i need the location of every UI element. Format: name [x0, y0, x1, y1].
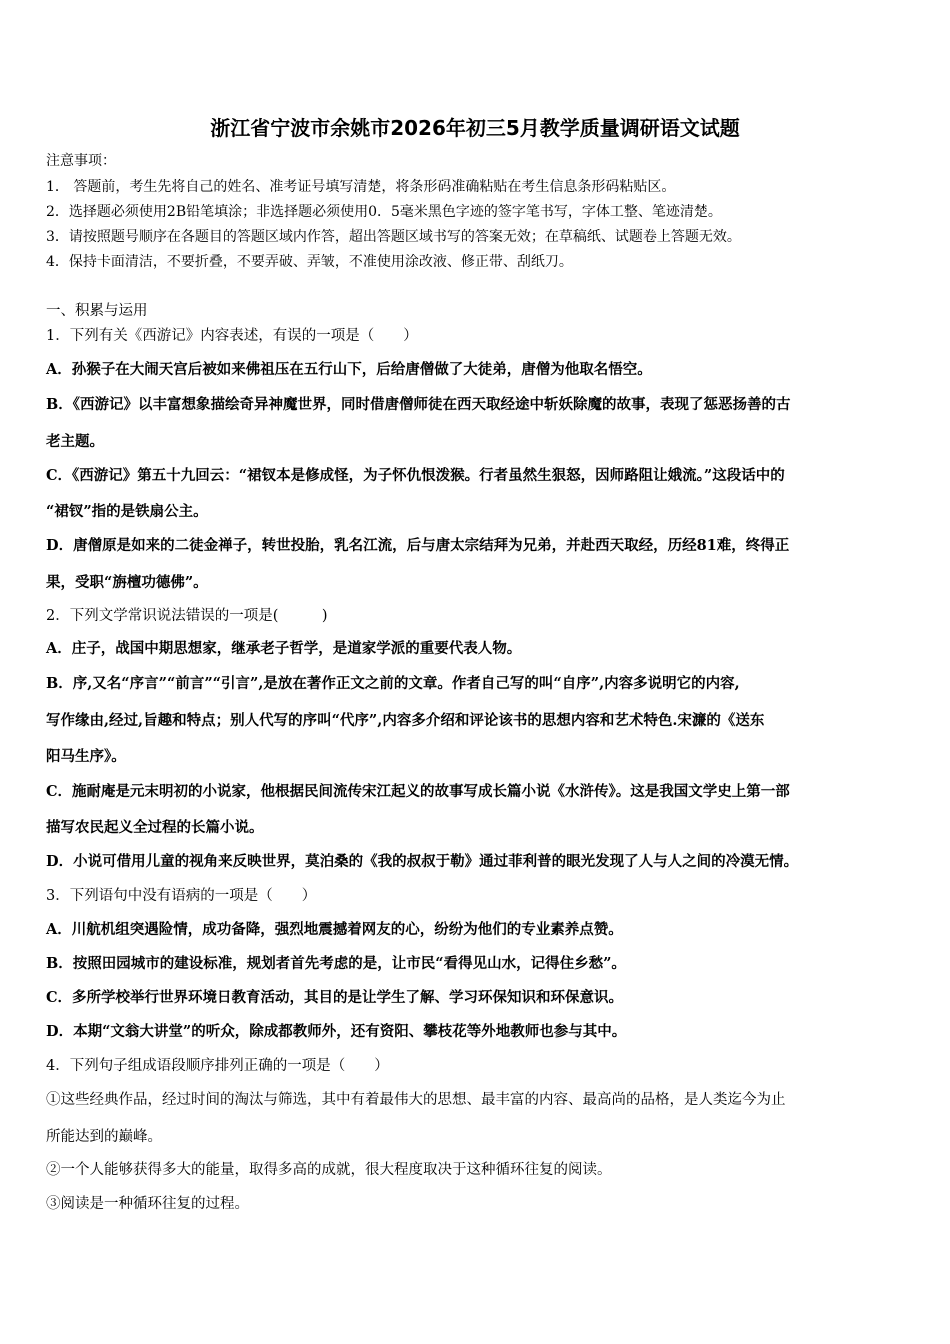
option-line: “裙钗”指的是铁扇公主。 [46, 503, 208, 520]
notice-item: 4．保持卡面清洁，不要折叠，不要弄破、弄皱，不准使用涂改液、修正带、刮纸刀。 [46, 254, 573, 270]
option-line: D．本期“文翁大讲堂”的听众，除成都教师外，还有资阳、攀枝花等外地教师也参与其中。 [46, 1023, 627, 1040]
notice-heading: 注意事项： [46, 153, 116, 169]
notice-item: 2．选择题必须使用2B铅笔填涂；非选择题必须使用0．5毫米黑色字迹的签字笔书写，字体工整、笔迹清楚。 [46, 204, 722, 220]
sentence-line: ③阅读是一种循环往复的过程。 [46, 1196, 249, 1212]
question-stem: 3．下列语句中没有语病的一项是（ ） [46, 888, 317, 904]
notice-item: 1． 答题前，考生先将自己的姓名、准考证号填写清楚，将条形码准确粘贴在考生信息条形码粘贴区。 [46, 179, 676, 195]
option-line: 老主题。 [46, 433, 104, 450]
option-line: B．按照田园城市的建设标准，规划者首先考虑的是，让市民“看得见山水，记得住乡愁”。 [46, 955, 626, 972]
option-line: D．小说可借用儿童的视角来反映世界，莫泊桑的《我的叔叔于勒》通过菲利普的眼光发现了人与人之间的冷漠无情。 [46, 853, 799, 870]
option-line: A．庄子，战国中期思想家，继承老子哲学，是道家学派的重要代表人物。 [46, 640, 522, 657]
option-line: C．多所学校举行世界环境日教育活动，其目的是让学生了解、学习环保知识和环保意识。 [46, 989, 624, 1006]
sentence-line: ②一个人能够获得多大的能量，取得多高的成就，很大程度取决于这种循环往复的阅读。 [46, 1162, 612, 1178]
section-heading: 一、积累与运用 [46, 303, 148, 319]
option-line: 阳马生序》。 [46, 748, 126, 765]
option-line: 果，受职“旃檀功德佛”。 [46, 574, 208, 591]
option-line: D．唐僧原是如来的二徒金禅子，转世投胎，乳名江流，后与唐太宗结拜为兄弟，并赴西天取经，历经81难，终得正 [46, 537, 790, 554]
option-line: B．《西游记》以丰富想象描绘奇异神魔世界，同时借唐僧师徒在西天取经途中斩妖除魔的故事，表现了惩恶扬善的古 [46, 396, 791, 413]
option-line: C．《西游记》第五十九回云：“裙钗本是修成怪，为子怀仇恨泼猴。行者虽然生狠怒，因师路阻让娥流。”这段话中的 [46, 467, 785, 484]
question-stem: 4．下列句子组成语段顺序排列正确的一项是（ ） [46, 1058, 389, 1074]
sentence-line: ①这些经典作品，经过时间的淘汰与筛选，其中有着最伟大的思想、最丰富的内容、最高尚的品格，是人类迄今为止 [46, 1092, 786, 1108]
question-stem: 1．下列有关《西游记》内容表述，有误的一项是（ ） [46, 328, 418, 344]
notice-item: 3．请按照题号顺序在各题目的答题区域内作答，超出答题区域书写的答案无效；在草稿纸、试题卷上答题无效。 [46, 229, 741, 245]
option-line: 描写农民起义全过程的长篇小说。 [46, 819, 264, 836]
sentence-line: 所能达到的巅峰。 [46, 1129, 162, 1145]
option-line: 写作缘由,经过,旨趣和特点；别人代写的序叫“代序”,内容多介绍和评论该书的思想内容和艺术特色.宋濂的《送东 [46, 712, 765, 729]
option-line: C．施耐庵是元末明初的小说家，他根据民间流传宋江起义的故事写成长篇小说《水浒传》。这是我国文学史上第一部 [46, 783, 790, 800]
option-line: A．川航机组突遇险情，成功备降，强烈地震撼着网友的心，纷纷为他们的专业素养点赞。 [46, 921, 623, 938]
option-line: A．孙猴子在大闹天宫后被如来佛祖压在五行山下，后给唐僧做了大徒弟，唐僧为他取名悟空。 [46, 361, 652, 378]
page-title: 浙江省宁波市余姚市2026年初三5月教学质量调研语文试题 [210, 116, 740, 140]
option-line: B．序,又名“序言”“前言”“引言”,是放在著作正文之前的文章。作者自己写的叫“自序”,内容多说明它的内容, [46, 675, 740, 692]
question-stem: 2．下列文学常识说法错误的一项是( ) [46, 608, 328, 624]
